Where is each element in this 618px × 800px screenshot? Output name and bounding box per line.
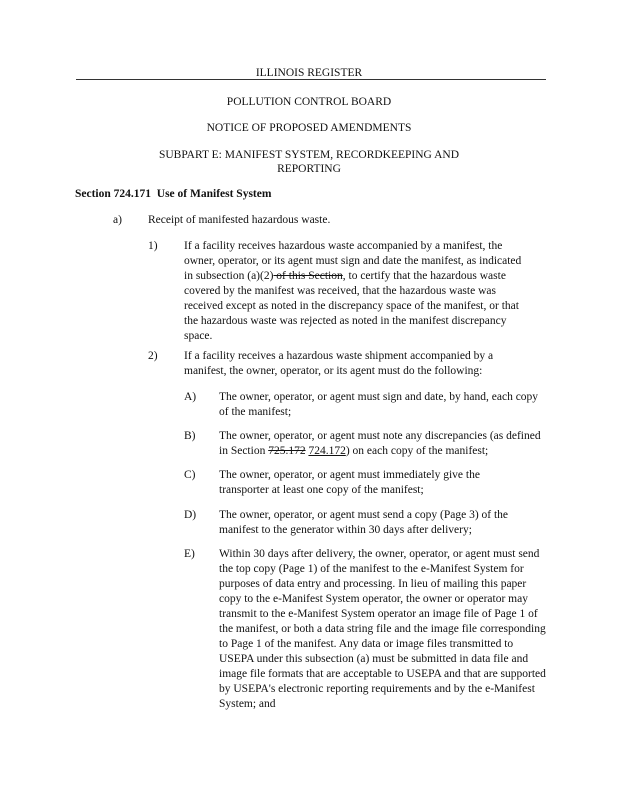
item-B-inserted-text: 724.172 — [308, 445, 346, 457]
section-title: Use of Manifest System — [156, 188, 272, 200]
para-1-label: 1) — [148, 240, 158, 252]
para-1-struck-text: of this Section — [273, 270, 343, 282]
notice-title: NOTICE OF PROPOSED AMENDMENTS — [206, 122, 412, 134]
item-B-text-before: The owner, operator, or agent must note any discrepancies (as defined in Section — [219, 430, 541, 457]
item-C-text: The owner, operator, or agent must immediately give the transporter at least one copy of the manifest; — [219, 469, 480, 496]
item-D-text: The owner, operator, or agent must send a copy (Page 3) of the manifest to the generator within 30 days after delivery; — [219, 509, 509, 536]
para-1-text-before: If a facility receives hazardous waste accompanied by a manifest, the owner, operator, or its agent must sign and date the manifest, as indicated in subsection (a)(2) — [184, 240, 522, 282]
section-heading — [75, 187, 555, 202]
item-A-label: A) — [184, 391, 197, 403]
item-E-text: Within 30 days after delivery, the owner, operator, or agent must send the top copy (Page 1) of the manifest to the e-Manifest System for purposes of data entry and processing. In lieu of mailing this paper copy to the e-Manifest System operator, the owner or operator may transmit to the e-Manifest System operator an image file of Page 1 of the manifest, or both a data string file and the image file corresponding to Page 1 of the manifest. Any data or image files transmitted to USEPA under this subsection (a) must be submitted in data file and image file formats that are acceptable to USEPA and that are supported by USEPA's electronic reporting requirements and by the e-Manifest System; and — [219, 548, 546, 710]
para-1-text — [184, 239, 529, 344]
item-B-text-after: ) on each copy of the manifest; — [345, 445, 489, 457]
item-B-struck-text: 725.172 — [268, 445, 306, 457]
para-2-text: If a facility receives a hazardous waste shipment accompanied by a manifest, the owner, operator, or its agent must do the following: — [184, 350, 494, 377]
item-A-text: The owner, operator, or agent must sign and date, by hand, each copy of the manifest; — [219, 391, 539, 418]
subsection-a-text: Receipt of manifested hazardous waste. — [148, 214, 331, 226]
subsection-a-label: a) — [113, 214, 122, 226]
subpart-title-line1: SUBPART E: MANIFEST SYSTEM, RECORDKEEPING AND — [158, 149, 460, 161]
board-title: POLLUTION CONTROL BOARD — [226, 96, 392, 108]
section-number: Section 724.171 — [75, 188, 152, 200]
para-1-text-after: , to certify that the hazardous waste covered by the manifest was received, that the hazardous waste was received except as noted in the discrepancy space of the manifest, or that the hazardous waste was rejected as noted in the manifest discrepancy space. — [184, 270, 519, 342]
item-B-label: B) — [184, 430, 196, 442]
header-rule — [76, 79, 546, 80]
item-C-label: C) — [184, 469, 196, 481]
subpart-title-line2: REPORTING — [277, 163, 341, 175]
para-2-label: 2) — [148, 350, 158, 362]
item-B-text — [219, 429, 549, 459]
item-E-label: E) — [184, 548, 195, 560]
item-D-label: D) — [184, 509, 197, 521]
register-title: ILLINOIS REGISTER — [255, 67, 363, 79]
